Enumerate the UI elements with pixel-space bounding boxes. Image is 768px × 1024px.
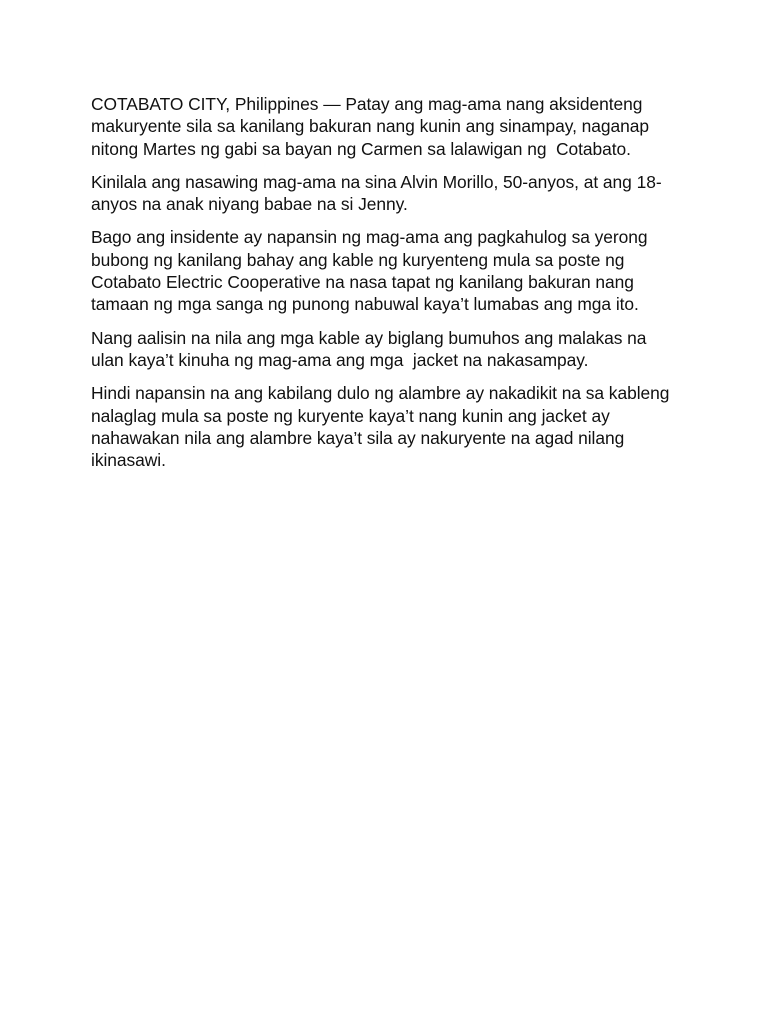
article-body	[91, 93, 681, 482]
paragraph-4: Nang aalisin na nila ang mga kable ay biglang bumuhos ang malakas na ulan kaya’t kinuha ng mag-ama ang mga jacket na nakasampay.	[91, 327, 652, 370]
paragraph-5: Hindi napansin na ang kabilang dulo ng alambre ay nakadikit na sa kableng nalaglag mula sa poste ng kuryente kaya’t nang kunin ang jacket ay nahawakan nila ang alambre kaya’t sila ay nakuryente na agad nilang ikinasawi.	[91, 383, 675, 471]
paragraph-3: Bago ang insidente ay napansin ng mag-ama ang pagkahulog sa yerong bubong ng kanilang bahay ang kable ng kuryenteng mula sa poste ng Cotabato Electric Cooperative na nasa tapat ng kanilang bakuran nang tamaan ng mga sanga ng punong nabuwal kaya’t lumabas ang mga ito.	[91, 227, 653, 315]
paragraph-2: Kinilala ang nasawing mag-ama na sina Alvin Morillo, 50-anyos, at ang 18-anyos na anak niyang babae na si Jenny.	[91, 171, 662, 215]
paragraph-1: COTABATO CITY, Philippines — Patay ang mag-ama nang aksidenteng makuryente sila sa kanilang bakuran nang kunin ang sinampay, naganap nitong Martes ng gabi sa bayan ng Carmen sa lalawigan ng Cotabato.	[91, 94, 654, 159]
